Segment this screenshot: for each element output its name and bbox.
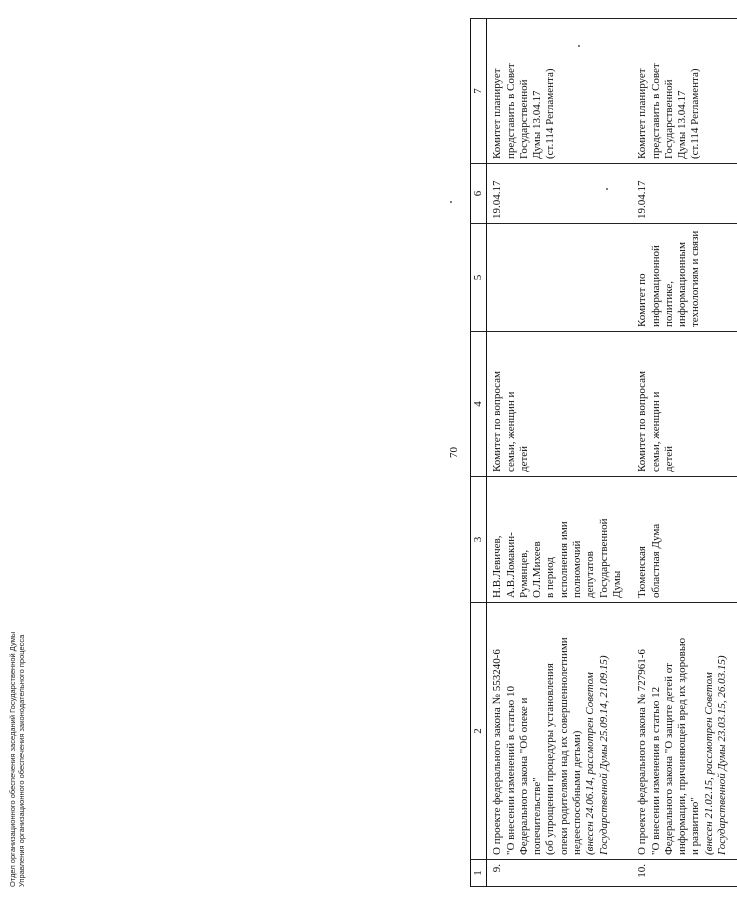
column-number-5: 5: [471, 224, 487, 332]
column-number-3: 3: [471, 477, 487, 603]
bill-initiator: Н.В.Левичев, А.В.Ломакин- Румянцев, О.Л.Михеев в период исполнения ими полномочий депутатов Государственной Думы: [487, 477, 632, 603]
page-number: 70: [448, 447, 460, 458]
scan-speck: [450, 201, 452, 203]
bill-initiator: Тюменская областная Дума: [632, 477, 737, 603]
scan-speck: [606, 188, 608, 190]
bill-title: О проекте федерального закона № 727961-6 "О внесении изменения в статью 12 Федерального закона "О защите детей от информации, причиняющей вред их здоровью и развитию": [636, 637, 702, 855]
bill-history-note: (внесен 24.06.14, рассмотрен Советом Государственной Думы 25.09.14, 21.09.15): [584, 655, 610, 855]
committee-decision: Комитет планирует представить в Совет Государственной Думы 13.04.17 (ст.114 Регламента): [487, 19, 632, 164]
committee-decision: Комитет планирует представить в Совет Государственной Думы 13.04.17 (ст.114 Регламента): [632, 19, 737, 164]
bills-table: [470, 18, 737, 887]
table-row: [487, 19, 632, 887]
responsible-committee: Комитет по вопросам семьи, женщин и детей: [632, 332, 737, 477]
responsible-committee: Комитет по вопросам семьи, женщин и детей: [487, 332, 632, 477]
co-executor-committee: Комитет по информационной политике, информационным технологиям и связи: [632, 224, 737, 332]
footer-line-1: Отдел организационного обеспечения заседаний Государственной Думы: [8, 631, 17, 887]
row-number: 10.: [632, 860, 737, 887]
column-number-6: 6: [471, 164, 487, 224]
table-header-row: [471, 19, 487, 887]
bill-description: [632, 603, 737, 860]
bill-description: [487, 603, 632, 860]
column-number-2: 2: [471, 603, 487, 860]
scan-speck: [578, 45, 580, 47]
review-date: 19.04.17: [632, 164, 737, 224]
column-number-7: 7: [471, 19, 487, 164]
bill-history-note: (внесен 21.02.15, рассмотрен Советом Государственной Думы 23.03.15, 26.03.15): [702, 655, 729, 855]
column-number-4: 4: [471, 332, 487, 477]
review-date: 19.04.17: [487, 164, 632, 224]
table-row: [632, 19, 737, 887]
footer-department: [8, 632, 26, 887]
co-executor-committee: [487, 224, 632, 332]
row-number: 9.: [487, 860, 632, 887]
column-number-1: 1: [471, 860, 487, 887]
footer-line-2: Управления организационного обеспечения законодательного процесса: [17, 634, 26, 887]
bill-title: О проекте федерального закона № 553240-6 "О внесении изменений в статью 10 Федерального закона "Об опеке и попечительстве" (об упрощении процедуры установления опеки родителями над их совершеннолетними недееспособными детьми): [491, 637, 584, 855]
